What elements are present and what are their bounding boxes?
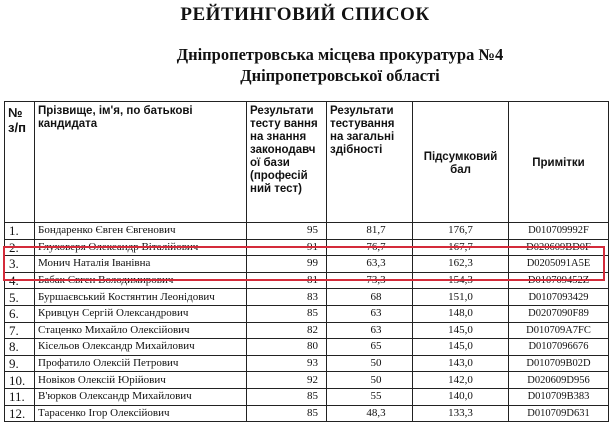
law-test-score: 81 xyxy=(247,272,327,289)
table-row xyxy=(5,256,609,273)
candidate-name: В'юрков Олександр Михайлович xyxy=(35,388,247,405)
table-row xyxy=(5,388,609,405)
ability-test-score: 55 xyxy=(327,388,413,405)
candidate-name: Буршаєвський Костянтин Леонідович xyxy=(35,289,247,306)
total-score: 140,0 xyxy=(413,388,509,405)
law-test-score: 93 xyxy=(247,355,327,372)
ability-test-score: 50 xyxy=(327,372,413,389)
table-row xyxy=(5,322,609,339)
row-number: 8. xyxy=(5,339,35,356)
ability-test-score: 48,3 xyxy=(327,405,413,422)
notes-code: D010709B383 xyxy=(509,388,609,405)
total-score: 154,3 xyxy=(413,272,509,289)
notes-code: D0207090F89 xyxy=(509,305,609,322)
row-number: 4. xyxy=(5,272,35,289)
ability-test-score: 76,7 xyxy=(327,239,413,256)
notes-code: D010709452Z xyxy=(509,272,609,289)
notes-code: D020609D956 xyxy=(509,372,609,389)
table-header-row xyxy=(5,102,609,223)
total-score: 148,0 xyxy=(413,305,509,322)
total-score: 133,3 xyxy=(413,405,509,422)
table-row xyxy=(5,223,609,240)
header-ability-test: Результати тестування на загальні здібності xyxy=(327,102,413,223)
candidate-name: Профатило Олексій Петрович xyxy=(35,355,247,372)
total-score: 145,0 xyxy=(413,322,509,339)
law-test-score: 99 xyxy=(247,256,327,273)
table-row xyxy=(5,372,609,389)
row-number: 10. xyxy=(5,372,35,389)
law-test-score: 85 xyxy=(247,305,327,322)
ability-test-score: 63 xyxy=(327,322,413,339)
candidate-name: Кривцун Сергій Олександрович xyxy=(35,305,247,322)
notes-code: D0107093429 xyxy=(509,289,609,306)
table-row xyxy=(5,272,609,289)
candidate-name: Бондаренко Євген Євгенович xyxy=(35,223,247,240)
law-test-score: 91 xyxy=(247,239,327,256)
header-total: Підсумковий бал xyxy=(413,102,509,223)
header-number: № з/п xyxy=(5,102,35,223)
row-number: 9. xyxy=(5,355,35,372)
row-number: 1. xyxy=(5,223,35,240)
row-number: 6. xyxy=(5,305,35,322)
ability-test-score: 63 xyxy=(327,305,413,322)
total-score: 167,7 xyxy=(413,239,509,256)
total-score: 145,0 xyxy=(413,339,509,356)
law-test-score: 82 xyxy=(247,322,327,339)
row-number: 3. xyxy=(5,256,35,273)
document-subtitle-line1: Дніпропетровська місцева прокуратура №4 xyxy=(176,45,504,64)
table-row xyxy=(5,289,609,306)
total-score: 176,7 xyxy=(413,223,509,240)
table-row xyxy=(5,339,609,356)
table-row xyxy=(5,355,609,372)
candidate-name: Тарасенко Ігор Олексійович xyxy=(35,405,247,422)
ability-test-score: 63,3 xyxy=(327,256,413,273)
ability-test-score: 73,3 xyxy=(327,272,413,289)
document-subtitle-line2: Дніпропетровської області xyxy=(240,66,440,85)
row-number: 7. xyxy=(5,322,35,339)
total-score: 142,0 xyxy=(413,372,509,389)
ability-test-score: 65 xyxy=(327,339,413,356)
law-test-score: 85 xyxy=(247,388,327,405)
candidate-name: Глуховеря Олександр Віталійович xyxy=(35,239,247,256)
header-name: Прізвище, ім'я, по батькові кандидата xyxy=(35,102,247,223)
notes-code: D010709992F xyxy=(509,223,609,240)
notes-code: D010709D631 xyxy=(509,405,609,422)
header-notes: Примітки xyxy=(509,102,609,223)
row-number: 12. xyxy=(5,405,35,422)
notes-code: D010709A7FC xyxy=(509,322,609,339)
row-number: 5. xyxy=(5,289,35,306)
document-title: РЕЙТИНГОВИЙ СПИСОК xyxy=(180,4,430,25)
table-row xyxy=(5,305,609,322)
header-law-test: Результати тесту вання на знання законодавч ої бази (професій ний тест) xyxy=(247,102,327,223)
law-test-score: 85 xyxy=(247,405,327,422)
notes-code: D0205091A5E xyxy=(509,256,609,273)
ability-test-score: 81,7 xyxy=(327,223,413,240)
law-test-score: 92 xyxy=(247,372,327,389)
candidate-name: Монич Наталія Іванівна xyxy=(35,256,247,273)
ability-test-score: 50 xyxy=(327,355,413,372)
ability-test-score: 68 xyxy=(327,289,413,306)
total-score: 143,0 xyxy=(413,355,509,372)
law-test-score: 80 xyxy=(247,339,327,356)
notes-code: D0107096676 xyxy=(509,339,609,356)
total-score: 151,0 xyxy=(413,289,509,306)
row-number: 2. xyxy=(5,239,35,256)
candidate-name: Кісельов Олександр Михайлович xyxy=(35,339,247,356)
rating-table xyxy=(4,101,609,422)
notes-code: D010709B02D xyxy=(509,355,609,372)
candidate-name: Стаценко Михайло Олексійович xyxy=(35,322,247,339)
law-test-score: 83 xyxy=(247,289,327,306)
row-number: 11. xyxy=(5,388,35,405)
total-score: 162,3 xyxy=(413,256,509,273)
notes-code: D020609BD0F xyxy=(509,239,609,256)
candidate-name: Новіков Олексій Юрійович xyxy=(35,372,247,389)
law-test-score: 95 xyxy=(247,223,327,240)
table-row xyxy=(5,405,609,422)
candidate-name: Бабак Євген Володимирович xyxy=(35,272,247,289)
table-row xyxy=(5,239,609,256)
